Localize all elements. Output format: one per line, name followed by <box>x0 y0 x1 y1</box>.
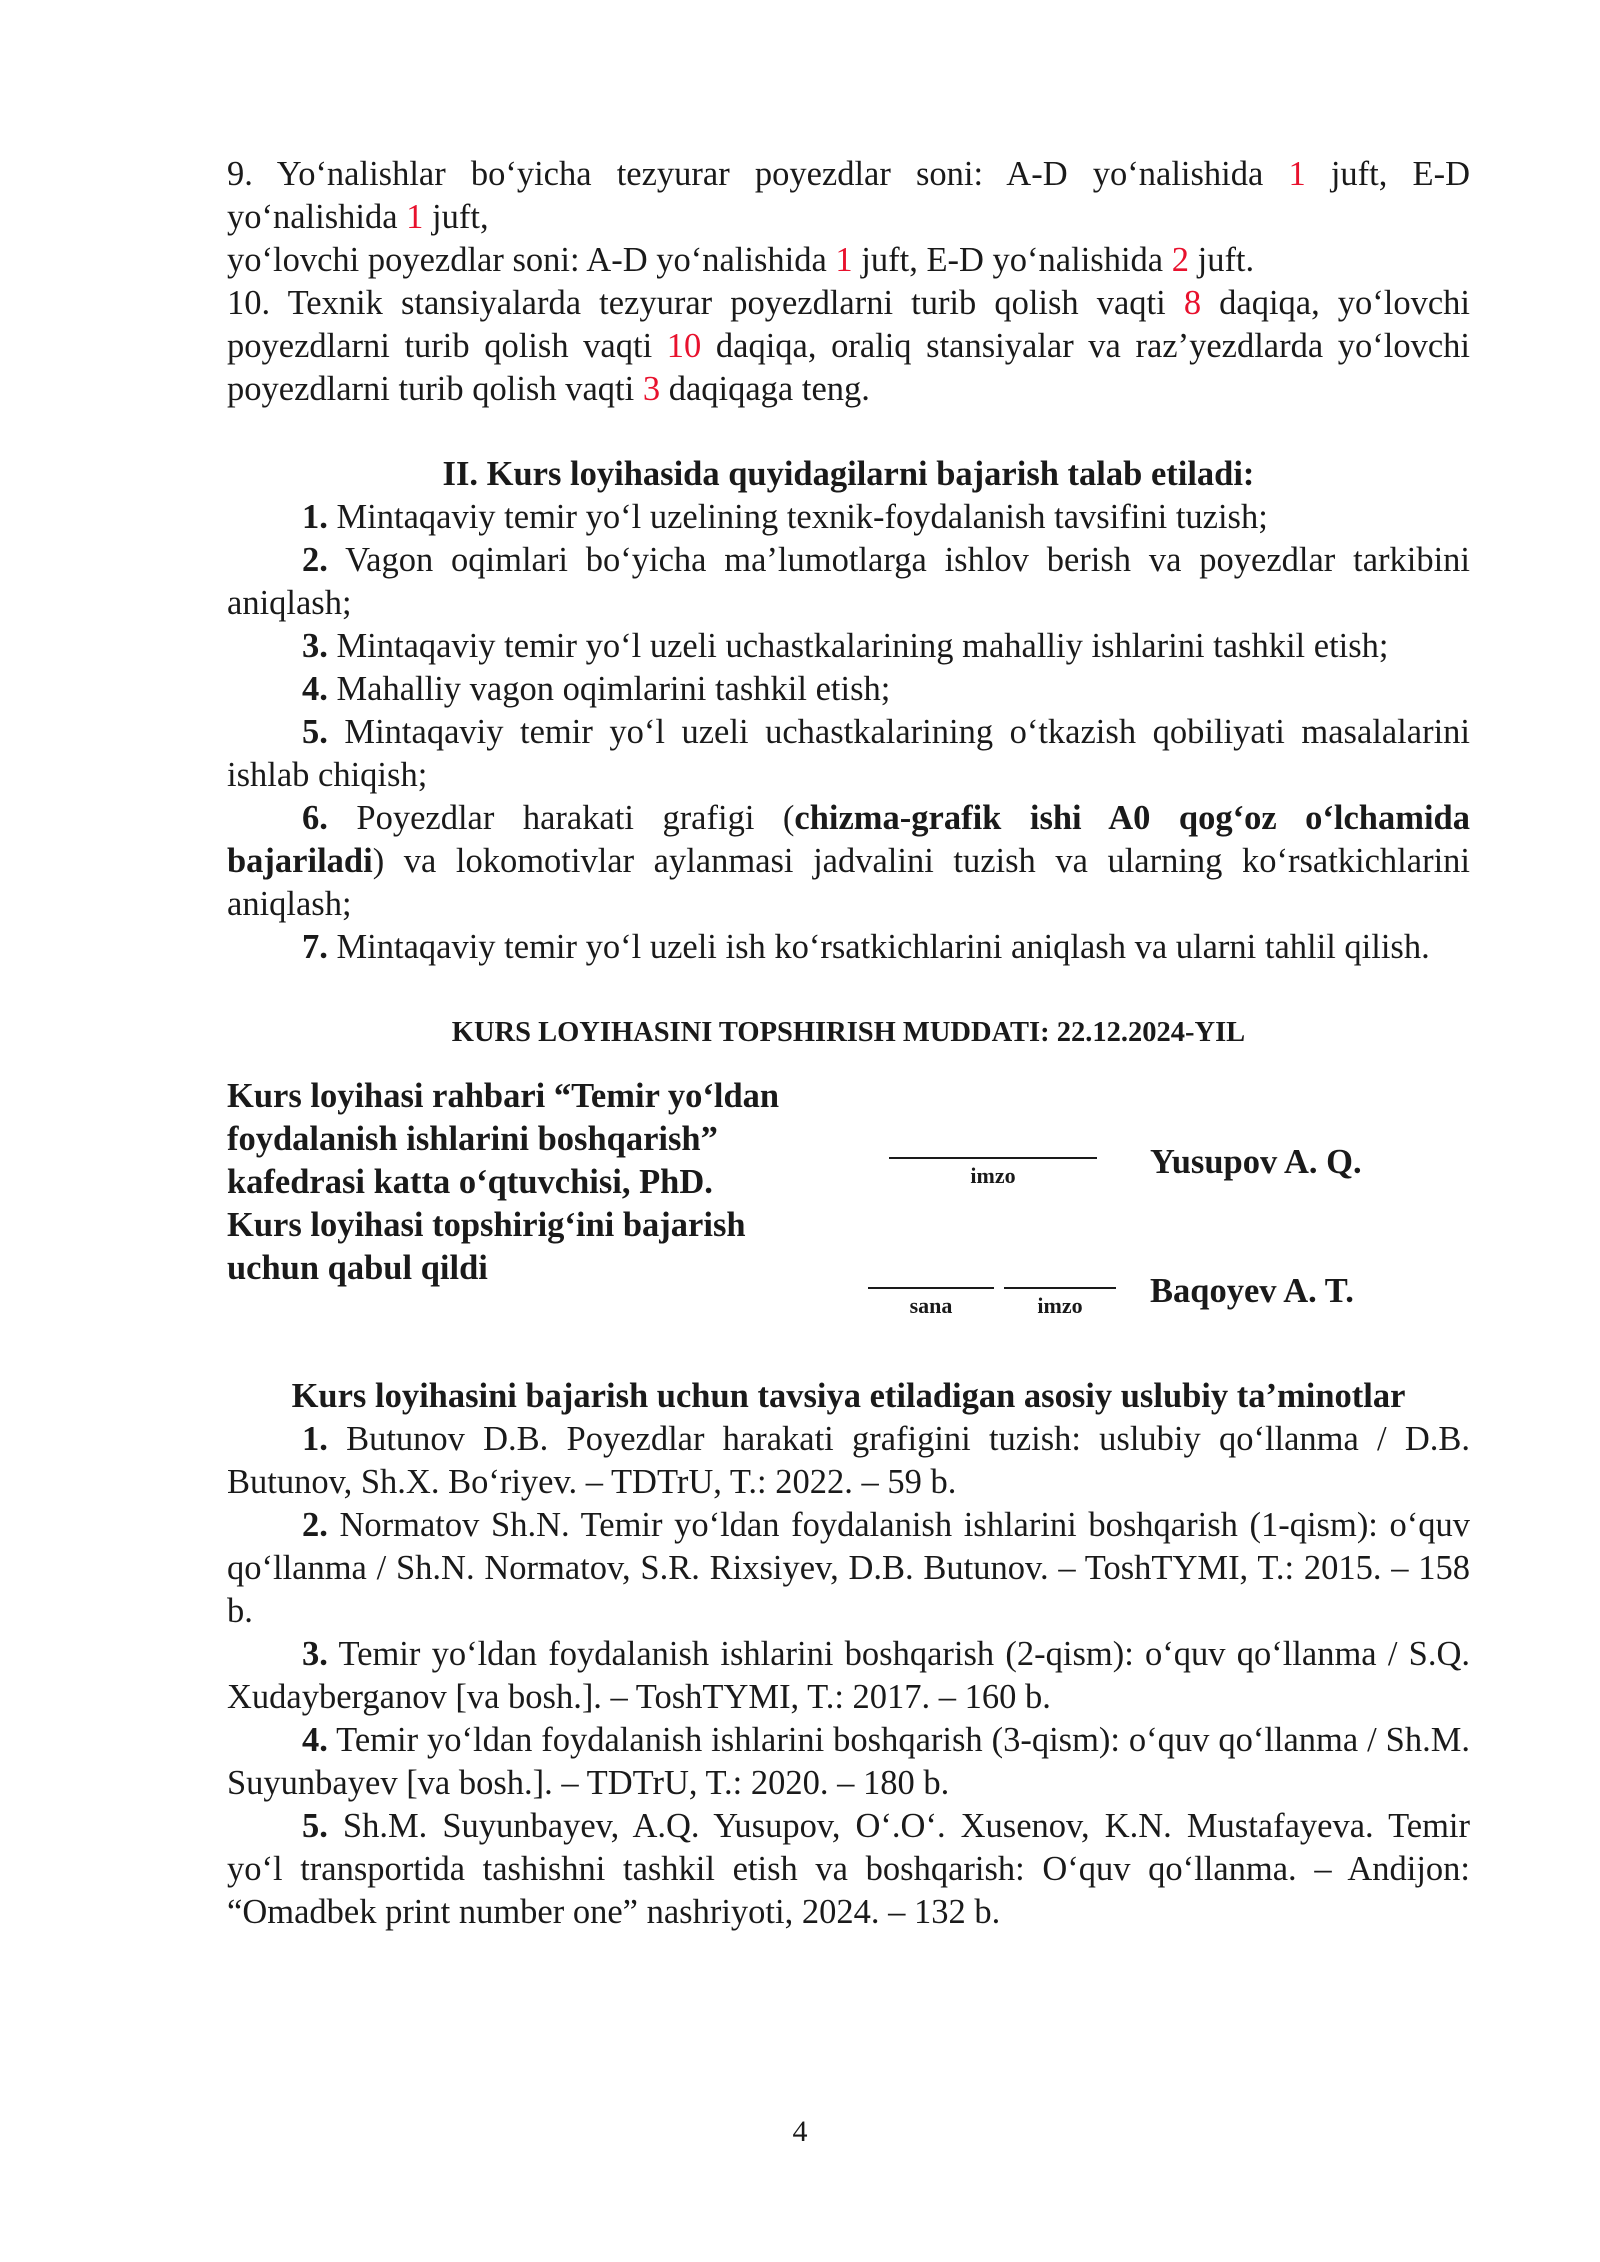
page-number: 4 <box>792 2115 808 2148</box>
task-item-4: 4. Mahalliy vagon oqimlarini tashkil etish; <box>302 670 891 708</box>
reference-item-1: 1. Butunov D.B. Poyezdlar harakati grafigini tuzish: uslubiy qo‘llanma / D.B. Butunov, Sh.X. Bo‘riyev. – TDTrU, T.: 2022. – 59 b. <box>227 1420 1470 1501</box>
section-2-heading: II. Kurs loyihasida quyidagilarni bajarish talab etiladi: <box>442 455 1255 493</box>
item-9-passenger-trains: yo‘lovchi poyezdlar soni: A-D yo‘nalishida 1 juft, E-D yo‘nalishida 2 juft. <box>227 241 1255 279</box>
role-line-3: kafedrasi katta o‘qtuvchisi, PhD. <box>227 1163 713 1201</box>
page-content <box>227 153 1470 1934</box>
task-item-5: 5. Mintaqaviy temir yo‘l uzeli uchastkalarining o‘tkazish qobiliyati masalalarini ishlab chiqish; <box>227 713 1470 794</box>
supervisor-name: Yusupov A. Q. <box>1150 1143 1362 1181</box>
reference-item-4: 4. Temir yo‘ldan foydalanish ishlarini boshqarish (3-qism): o‘quv qo‘llanma / Sh.M. Suyunbayev [va bosh.]. – TDTrU, T.: 2020. – 180 b. <box>227 1721 1470 1802</box>
role-line-2: foydalanish ishlarini boshqarish” <box>227 1120 718 1158</box>
imzo-caption-1: imzo <box>970 1163 1016 1188</box>
signature-block <box>227 1075 1470 1375</box>
signature-line-1 <box>889 1157 1097 1159</box>
role-line-4: Kurs loyihasi topshirig‘ini bajarish <box>227 1206 746 1244</box>
references-heading: Kurs loyihasini bajarish uchun tavsiya etiladigan asosiy uslubiy ta’minotlar <box>291 1377 1406 1415</box>
role-line-5: uchun qabul qildi <box>227 1249 488 1287</box>
role-line-1: Kurs loyihasi rahbari “Temir yo‘ldan <box>227 1077 780 1115</box>
reference-item-3: 3. Temir yo‘ldan foydalanish ishlarini boshqarish (2-qism): o‘quv qo‘llanma / S.Q. Xudayberganov [va bosh.]. – ToshTYMI, T.: 2017. – 160 b. <box>227 1635 1470 1716</box>
task-item-1: 1. Mintaqaviy temir yo‘l uzelining texnik-foydalanish tavsifini tuzish; <box>302 498 1268 536</box>
task-item-3: 3. Mintaqaviy temir yo‘l uzeli uchastkalarining mahalliy ishlarini tashkil etish; <box>302 627 1389 665</box>
reference-item-5: 5. Sh.M. Suyunbayev, A.Q. Yusupov, O‘.O‘. Xusenov, K.N. Mustafayeva. Temir yo‘l transportida tashishni tashkil etish va boshqarish: O‘quv qo‘llanma. – Andijon: “Omadbek print number one” nashriyoti, 2024. – 132 b. <box>227 1807 1470 1931</box>
task-item-6: 6. Poyezdlar harakati grafigi (chizma-grafik ishi A0 qog‘oz o‘lchamida bajariladi) va lokomotivlar aylanmasi jadvalini tuzish va ularning ko‘rsatkichlarini aniqlash; <box>227 799 1470 923</box>
date-line <box>868 1287 994 1289</box>
sana-caption: sana <box>909 1293 953 1318</box>
task-item-7: 7. Mintaqaviy temir yo‘l uzeli ish ko‘rsatkichlarini aniqlash va ularni tahlil qilish. <box>302 928 1430 966</box>
item-9-express-trains: 9. Yo‘nalishlar bo‘yicha tezyurar poyezdlar soni: A-D yo‘nalishida 1 juft, E-D yo‘nalishida 1 juft, <box>227 155 1470 236</box>
student-name: Baqoyev A. T. <box>1150 1272 1354 1310</box>
submission-deadline: KURS LOYIHASINI TOPSHIRISH MUDDATI: 22.12.2024-YIL <box>451 1017 1246 1048</box>
reference-item-2: 2. Normatov Sh.N. Temir yo‘ldan foydalanish ishlarini boshqarish (1-qism): o‘quv qo‘llanma / Sh.N. Normatov, S.R. Rixsiyev, D.B. Butunov. – ToshTYMI, T.: 2015. – 158 b. <box>227 1506 1470 1630</box>
imzo-caption-2: imzo <box>1037 1293 1083 1318</box>
signature-line-2 <box>1004 1287 1116 1289</box>
signature-roles <box>227 1075 867 1290</box>
task-item-2: 2. Vagon oqimlari bo‘yicha ma’lumotlarga ishlov berish va poyezdlar tarkibini aniqlash; <box>227 541 1470 622</box>
item-10-stop-times: 10. Texnik stansiyalarda tezyurar poyezdlarni turib qolish vaqti 8 daqiqa, yo‘lovchi poyezdlarni turib qolish vaqti 10 daqiqa, oraliq stansiyalar va raz’yezdlarda yo‘lovchi poyezdlarni turib qolish vaqti 3 daqiqaga teng. <box>227 284 1471 408</box>
